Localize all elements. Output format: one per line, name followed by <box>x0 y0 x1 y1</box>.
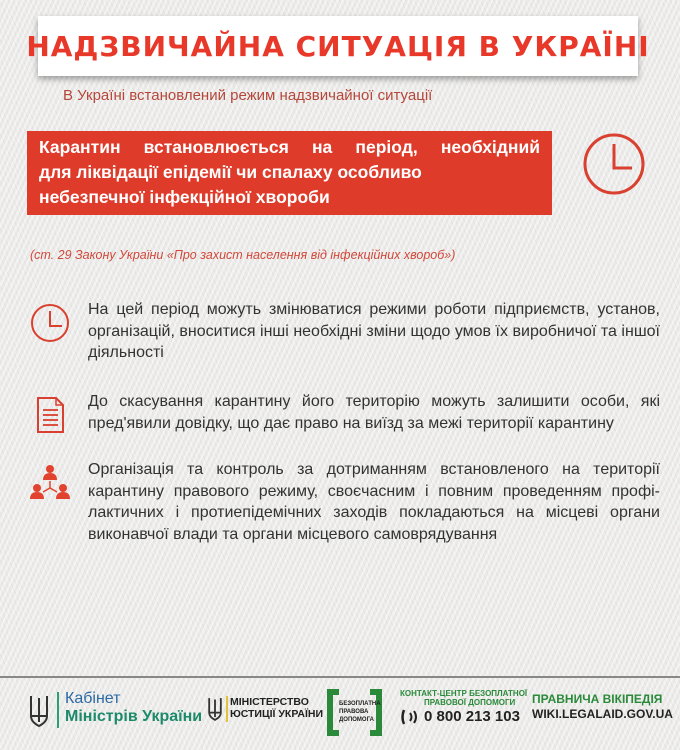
wiki-link[interactable]: WIKI.LEGALAID.GOV.UA <box>532 707 673 721</box>
divider <box>57 692 59 728</box>
legal-aid-line-2: ПРАВОВА <box>339 709 369 715</box>
list-item <box>30 391 660 434</box>
document-icon <box>30 395 70 435</box>
item-text: Організація та контроль за дотриманням встановленого на території карантину правового режиму, своєчасним і повним проведенням профі-лактичних і протиепідемічних заходів покладаються на місцеві органи виконавчої влади та органи місцевого самоврядування <box>88 461 660 543</box>
ministry-line-2: ЮСТИЦІЇ УКРАЇНИ <box>230 708 324 720</box>
wiki-block <box>532 692 673 722</box>
highlight-line-2: для ліквідації епідемії чи спалаху особливо <box>39 162 422 182</box>
item-text: До скасування карантину його територію можуть залишити особи, які пред'явили довідку, що дає право на виїзд за межі території карантину <box>88 393 660 432</box>
clock-icon <box>582 132 646 196</box>
trident-icon <box>28 694 50 728</box>
legal-aid-line-1: БЕЗОПЛАТНА <box>339 701 381 707</box>
clock-icon <box>30 303 70 343</box>
highlight-line-3: небезпечної інфекційної хвороби <box>39 187 330 207</box>
divider <box>226 696 228 722</box>
ministry-logo <box>230 696 323 720</box>
page-title: НАДЗВИЧАЙНА СИТУАЦІЯ В УКРАЇНІ <box>26 29 650 63</box>
footer-divider <box>0 676 680 678</box>
trident-icon <box>207 696 223 722</box>
cabinet-line-2: Міністрів України <box>65 708 203 725</box>
list-item <box>30 459 660 545</box>
contact-center-line-1: КОНТАКТ-ЦЕНТР БЕЗОПЛАТНОЇ <box>400 689 528 698</box>
contact-center-line-2: ПРАВОВОЇ ДОПОМОГИ <box>424 698 516 707</box>
phone-number[interactable]: 0 800 213 103 <box>424 708 520 725</box>
contact-center <box>400 689 527 726</box>
phone-icon <box>400 708 420 726</box>
wiki-title: ПРАВНИЧА ВІКІПЕДІЯ <box>532 692 663 706</box>
law-citation: (ст. 29 Закону України «Про захист населення від інфекційних хвороб») <box>30 248 456 262</box>
ministry-line-1: МІНІСТЕРСТВО <box>230 696 309 708</box>
cabinet-logo <box>65 690 202 726</box>
title-banner <box>26 16 650 76</box>
legal-aid-line-3: ДОПОМОГА <box>339 717 374 723</box>
phone-row <box>400 708 520 726</box>
highlight-box <box>27 131 552 215</box>
people-network-icon <box>30 463 70 503</box>
list-item <box>30 299 660 364</box>
item-text: На цей період можуть змінюватися режими роботи підприємств, установ, організацій, вноситися інші необхідні зміни щодо умов їх виробничої та іншої діяльності <box>88 301 660 361</box>
legal-aid-logo <box>327 689 382 736</box>
cabinet-line-1: Кабінет <box>65 690 121 707</box>
highlight-line-1: Карантин встановлюється на період, необхідний <box>39 137 540 157</box>
subtitle: В Україні встановлений режим надзвичайної ситуації <box>63 87 433 104</box>
